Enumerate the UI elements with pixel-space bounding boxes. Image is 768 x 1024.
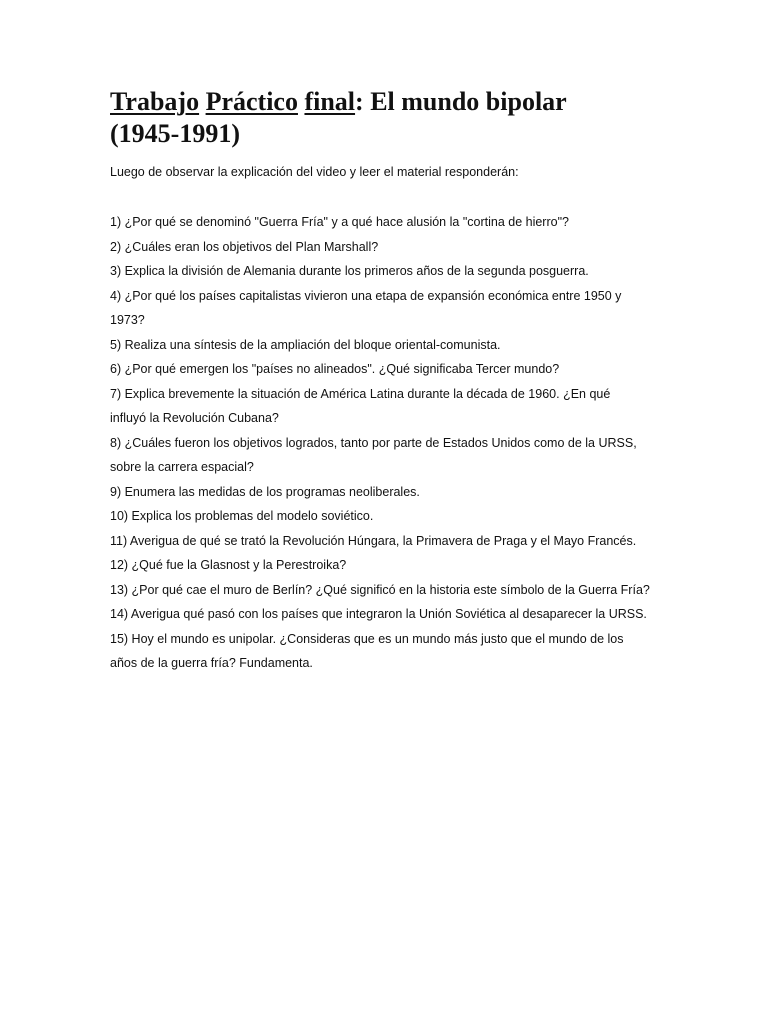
question-line: sobre la carrera espacial? <box>110 460 254 474</box>
title-dates: (1945-1991) <box>110 119 240 148</box>
question-line: 11) Averigua de qué se trató la Revolución Húngara, la Primavera de Praga y el Mayo Francés. <box>110 533 637 548</box>
question-line: 9) Enumera las medidas de los programas neoliberales. <box>110 484 420 499</box>
question-line: 15) Hoy el mundo es unipolar. ¿Consideras que es un mundo más justo que el mundo de los <box>110 631 624 646</box>
question-line: influyó la Revolución Cubana? <box>110 411 279 425</box>
question-line: 10) Explica los problemas del modelo soviético. <box>110 509 374 523</box>
question-line: 5) Realiza una síntesis de la ampliación del bloque oriental-comunista. <box>110 337 501 352</box>
document-title <box>110 86 670 150</box>
question-list <box>110 212 680 678</box>
question-line: 7) Explica brevemente la situación de América Latina durante la década de 1960. ¿En qué <box>110 386 611 401</box>
question-line: 3) Explica la división de Alemania durante los primeros años de la segunda posguerra. <box>110 264 589 278</box>
title-rest: : El mundo bipolar <box>355 87 567 116</box>
question-line: 2) ¿Cuáles eran los objetivos del Plan Marshall? <box>110 239 379 254</box>
question-line: 14) Averigua qué pasó con los países que integraron la Unión Soviética al desaparecer la URSS. <box>110 607 647 621</box>
question-line: 8) ¿Cuáles fueron los objetivos logrados, tanto por parte de Estados Unidos como de la URSS, <box>110 435 637 450</box>
title-word-practico: Práctico <box>205 87 298 116</box>
question-line: 1973? <box>110 313 145 327</box>
question-line: 6) ¿Por qué emergen los "países no alineados". ¿Qué significaba Tercer mundo? <box>110 362 560 376</box>
title-word-trabajo: Trabajo <box>110 87 200 116</box>
question-line: 1) ¿Por qué se denominó "Guerra Fría" y a qué hace alusión la "cortina de hierro"? <box>110 215 569 229</box>
question-line: años de la guerra fría? Fundamenta. <box>110 656 313 670</box>
title-word-final: final <box>304 87 356 116</box>
question-line: 12) ¿Qué fue la Glasnost y la Perestroika? <box>110 558 347 572</box>
question-line: 4) ¿Por qué los países capitalistas vivieron una etapa de expansión económica entre 1950 y <box>110 288 622 303</box>
intro-text: Luego de observar la explicación del video y leer el material responderán: <box>110 165 519 179</box>
question-line: 13) ¿Por qué cae el muro de Berlín? ¿Qué significó en la historia este símbolo de la Guerra Fría? <box>110 582 650 597</box>
